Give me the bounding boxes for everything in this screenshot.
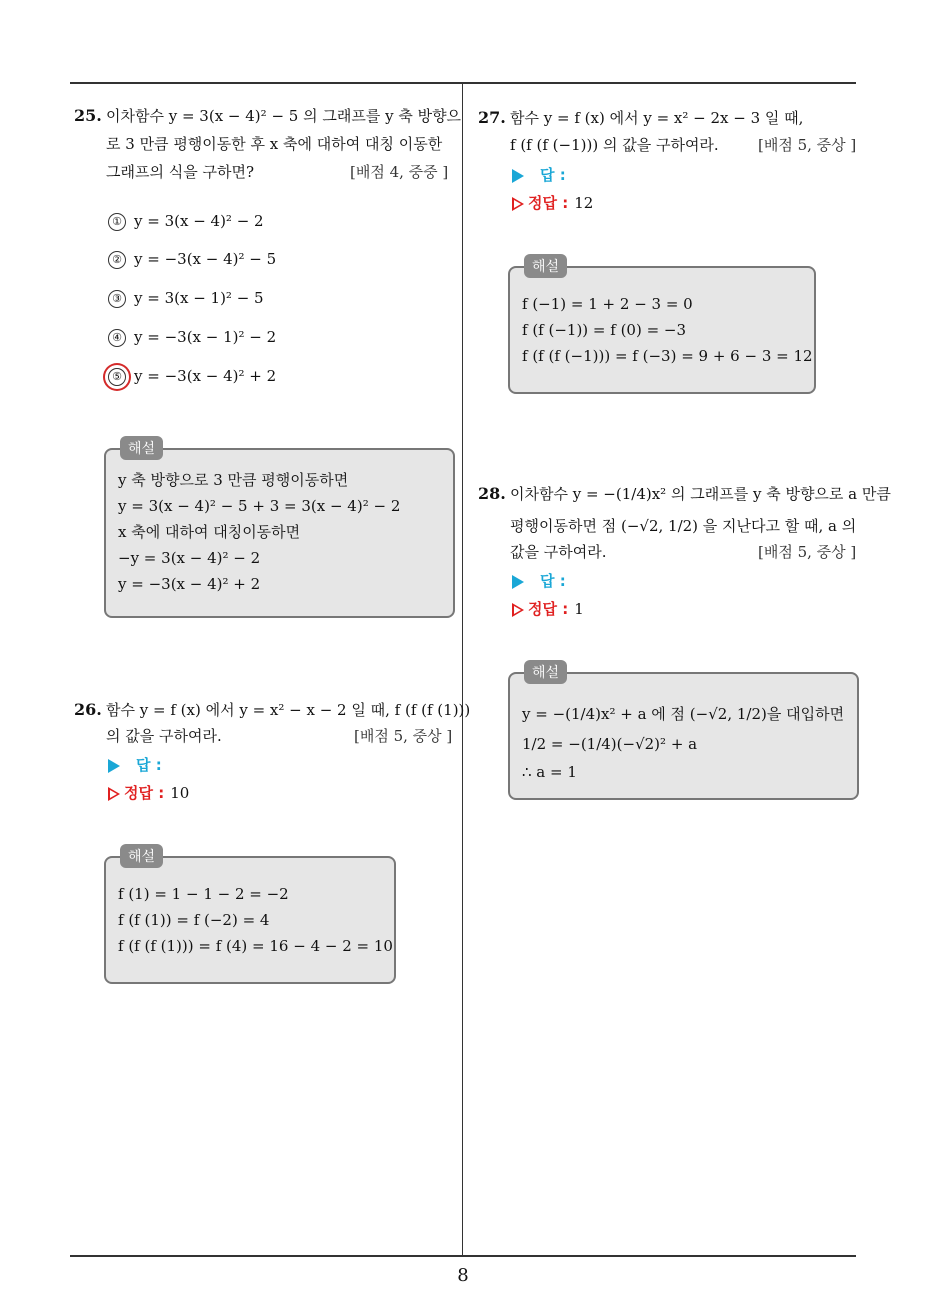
top-rule bbox=[70, 82, 856, 84]
key-value: 1 bbox=[574, 600, 584, 618]
option-5[interactable] bbox=[108, 367, 276, 386]
question-text-line: f (f (f (−1))) 의 값을 구하여라. bbox=[510, 136, 719, 154]
outline-triangle-icon bbox=[108, 787, 120, 801]
solution-line: f (f (1)) = f (−2) = 4 bbox=[118, 911, 270, 929]
option-text: y = 3(x − 1)² − 5 bbox=[134, 289, 264, 307]
solution-line: 1/2 = −(1/4)(−√2)² + a bbox=[522, 735, 698, 753]
solution-line: ∴ a = 1 bbox=[522, 763, 577, 781]
option-1[interactable] bbox=[108, 212, 264, 231]
score-meta: [배점 5, 중상 ] bbox=[758, 543, 857, 561]
solution-line: y = −(1/4)x² + a 에 점 (−√2, 1/2)을 대입하면 bbox=[522, 705, 845, 723]
solution-line: f (−1) = 1 + 2 − 3 = 0 bbox=[522, 295, 693, 313]
question-text-line: 이차함수 y = −(1/4)x² 의 그래프를 y 축 방향으로 a 만큼 bbox=[510, 485, 891, 503]
option-mark: ④ bbox=[108, 329, 126, 347]
option-text: y = 3(x − 4)² − 2 bbox=[134, 212, 264, 230]
outline-triangle-icon bbox=[512, 603, 524, 617]
question-text-line: 평행이동하면 점 (−√2, 1/2) 을 지난다고 할 때, a 의 bbox=[510, 517, 857, 535]
selected-option-mark: ⑤ bbox=[108, 368, 126, 386]
answer-label: 답 : bbox=[136, 756, 162, 774]
outline-triangle-icon bbox=[512, 197, 524, 211]
option-4[interactable] bbox=[108, 328, 276, 347]
solution-tab: 해설 bbox=[524, 254, 567, 278]
option-text: y = −3(x − 4)² + 2 bbox=[134, 367, 277, 385]
answer-label: 답 : bbox=[540, 572, 566, 590]
question-number: 26. bbox=[74, 700, 102, 719]
question-text-line: 로 3 만큼 평행이동한 후 x 축에 대하여 대칭 이동한 bbox=[106, 135, 443, 153]
solution-tab: 해설 bbox=[524, 660, 567, 684]
solution-box bbox=[508, 259, 816, 394]
score-meta: [배점 5, 중상 ] bbox=[354, 727, 453, 745]
solution-line: f (f (f (−1))) = f (−3) = 9 + 6 − 3 = 12 bbox=[522, 347, 813, 365]
question-text-line: 이차함수 y = 3(x − 4)² − 5 의 그래프를 y 축 방향으 bbox=[106, 107, 462, 125]
answer-label: 답 : bbox=[540, 166, 566, 184]
key-label: 정답 : bbox=[124, 784, 165, 802]
question-text-line: 함수 y = f (x) 에서 y = x² − 2x − 3 일 때, bbox=[510, 109, 804, 127]
solution-line: y = 3(x − 4)² − 5 + 3 = 3(x − 4)² − 2 bbox=[118, 497, 401, 515]
answer-row bbox=[512, 570, 566, 591]
key-label: 정답 : bbox=[528, 194, 569, 212]
key-label: 정답 : bbox=[528, 600, 569, 618]
score-meta: [배점 4, 중중 ] bbox=[350, 163, 449, 181]
option-mark: ② bbox=[108, 251, 126, 269]
key-value: 12 bbox=[574, 194, 594, 212]
question-number: 25. bbox=[74, 106, 102, 125]
answer-row bbox=[108, 754, 162, 775]
option-3[interactable] bbox=[108, 289, 264, 308]
solution-box bbox=[508, 665, 859, 800]
option-mark: ③ bbox=[108, 290, 126, 308]
question-text-line: 의 값을 구하여라. bbox=[106, 727, 222, 745]
option-text: y = −3(x − 4)² − 5 bbox=[134, 250, 277, 268]
key-row bbox=[108, 782, 189, 803]
solution-line: y = −3(x − 4)² + 2 bbox=[118, 575, 261, 593]
solution-tab: 해설 bbox=[120, 436, 163, 460]
play-icon bbox=[512, 575, 524, 589]
solution-line: f (f (f (1))) = f (4) = 16 − 4 − 2 = 10 bbox=[118, 937, 393, 955]
page-number: 8 bbox=[457, 1265, 469, 1286]
solution-line: −y = 3(x − 4)² − 2 bbox=[118, 549, 261, 567]
solution-line: x 축에 대하여 대칭이동하면 bbox=[118, 523, 301, 541]
solution-line: y 축 방향으로 3 만큼 평행이동하면 bbox=[118, 471, 349, 489]
score-meta: [배점 5, 중상 ] bbox=[758, 136, 857, 154]
column-divider bbox=[462, 82, 463, 1257]
solution-line: f (1) = 1 − 1 − 2 = −2 bbox=[118, 885, 289, 903]
play-icon bbox=[108, 759, 120, 773]
question-text-line: 함수 y = f (x) 에서 y = x² − x − 2 일 때, f (f (f (1))) bbox=[106, 701, 471, 719]
key-row bbox=[512, 598, 584, 619]
solution-tab: 해설 bbox=[120, 844, 163, 868]
play-icon bbox=[512, 169, 524, 183]
key-value: 10 bbox=[170, 784, 190, 802]
solution-line: f (f (−1)) = f (0) = −3 bbox=[522, 321, 687, 339]
option-2[interactable] bbox=[108, 250, 276, 269]
question-number: 28. bbox=[478, 484, 506, 503]
option-text: y = −3(x − 1)² − 2 bbox=[134, 328, 277, 346]
solution-box bbox=[104, 849, 396, 984]
bottom-rule bbox=[70, 1255, 856, 1257]
answer-row bbox=[512, 164, 566, 185]
question-number: 27. bbox=[478, 108, 506, 127]
solution-box bbox=[104, 441, 455, 618]
key-row bbox=[512, 192, 593, 213]
option-mark: ① bbox=[108, 213, 126, 231]
question-text-line: 값을 구하여라. bbox=[510, 543, 607, 561]
question-text-line: 그래프의 식을 구하면? bbox=[106, 163, 254, 181]
